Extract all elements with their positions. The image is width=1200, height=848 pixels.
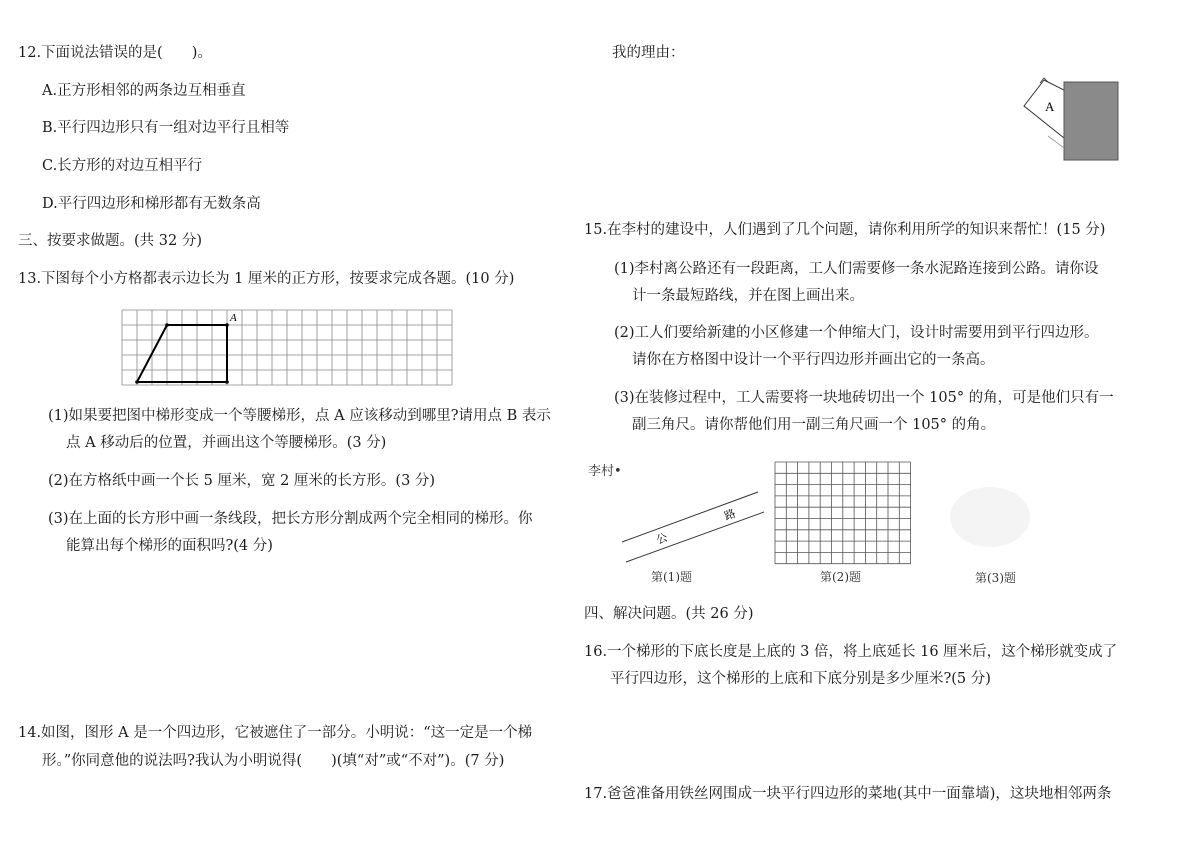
q12-option-a: A.正方形相邻的两条边互相垂直 bbox=[42, 83, 246, 99]
q15-part3-area bbox=[935, 462, 1045, 562]
q12-option-d: D.平行四边形和梯形都有无数条高 bbox=[42, 196, 261, 212]
section-4-heading: 四、解决问题。(共 26 分) bbox=[584, 606, 754, 622]
q14-figure bbox=[1018, 78, 1123, 163]
q15-part3-line1: (3)在装修过程中，工人需要将一块地砖切出一个 105° 的角，可是他们只有一 bbox=[614, 390, 1114, 406]
q16-line2: 平行四边形，这个梯形的上底和下底分别是多少厘米?(5 分) bbox=[610, 671, 991, 687]
section-3-heading: 三、按要求做题。(共 32 分) bbox=[18, 233, 202, 249]
shape-a-label: A bbox=[1045, 99, 1055, 114]
q13-part3-line2: 能算出每个梯形的面积吗?(4 分) bbox=[66, 538, 273, 554]
q13-part3-line1: (3)在上面的长方形中画一条线段，把长方形分割成两个完全相同的梯形。你 bbox=[48, 511, 533, 527]
q15-part2-line1: (2)工人们要给新建的小区修建一个伸缩大门，设计时需要用到平行四边形。 bbox=[614, 325, 1099, 341]
my-reason-label: 我的理由： bbox=[612, 45, 685, 61]
shape-a-visible-part bbox=[1024, 80, 1064, 138]
hidden-edge bbox=[1048, 136, 1064, 148]
q17-line1: 17.爸爸准备用铁丝网围成一块平行四边形的菜地(其中一面靠墙)，这块地相邻两条 bbox=[584, 786, 1112, 802]
grid-lines bbox=[775, 462, 911, 564]
q16-line1: 16.一个梯形的下底长度是上底的 3 倍，将上底延长 16 厘米后，这个梯形就变成了 bbox=[584, 644, 1118, 660]
cover-rectangle bbox=[1064, 82, 1118, 160]
q12-stem: 12.下面说法错误的是( )。 bbox=[18, 45, 212, 61]
point-a-vertex bbox=[225, 323, 229, 327]
q15-part2-line2: 请你在方格图中设计一个平行四边形并画出它的一条高。 bbox=[632, 352, 995, 368]
village-label: 李村• bbox=[588, 464, 622, 479]
road-char-gong: 公 bbox=[654, 530, 670, 547]
q15-grid-figure bbox=[775, 462, 913, 564]
road-char-lu: 路 bbox=[722, 506, 738, 523]
faded-mark bbox=[950, 487, 1030, 547]
q14-line2: 形。”你同意他的说法吗?我认为小明说得( )(填“对”或“不对”)。(7 分) bbox=[42, 753, 505, 769]
road-figure bbox=[620, 490, 765, 565]
road-edge-bottom bbox=[626, 512, 764, 562]
point-a-label: A bbox=[230, 312, 237, 324]
trapezoid-vertex bbox=[225, 380, 229, 384]
caption-part2: 第(2)题 bbox=[820, 570, 861, 584]
q13-part2: (2)在方格纸中画一个长 5 厘米，宽 2 厘米的长方形。(3 分) bbox=[48, 473, 436, 489]
grid-lines bbox=[122, 310, 452, 385]
road-edge-top bbox=[622, 492, 758, 542]
q13-part1-line2: 点 A 移动后的位置，并画出这个等腰梯形。(3 分) bbox=[66, 435, 387, 451]
caption-part1: 第(1)题 bbox=[651, 570, 692, 584]
q13-stem: 13.下图每个小方格都表示边长为 1 厘米的正方形，按要求完成各题。(10 分) bbox=[18, 271, 515, 287]
q15-part1-line1: (1)李村离公路还有一段距离，工人们需要修一条水泥路连接到公路。请你设 bbox=[614, 261, 1099, 277]
q12-option-b: B.平行四边形只有一组对边平行且相等 bbox=[42, 120, 290, 136]
q14-line1: 14.如图，图形 A 是一个四边形，它被遮住了一部分。小明说：“这一定是一个梯 bbox=[18, 725, 533, 741]
q13-part1-line1: (1)如果要把图中梯形变成一个等腰梯形，点 A 应该移动到哪里?请用点 B 表示 bbox=[48, 408, 551, 424]
q13-grid-figure bbox=[122, 310, 454, 385]
q12-option-c: C.长方形的对边互相平行 bbox=[42, 158, 203, 174]
trapezoid-vertex bbox=[135, 380, 139, 384]
caption-part3: 第(3)题 bbox=[975, 571, 1016, 585]
q15-part3-line2: 副三角尺。请你帮他们用一副三角尺画一个 105° 的角。 bbox=[632, 417, 996, 433]
trapezoid-vertex bbox=[165, 323, 169, 327]
q15-stem: 15.在李村的建设中，人们遇到了几个问题，请你利用所学的知识来帮忙！(15 分) bbox=[584, 222, 1106, 238]
q15-part1-line2: 计一条最短路线，并在图上画出来。 bbox=[632, 288, 864, 304]
